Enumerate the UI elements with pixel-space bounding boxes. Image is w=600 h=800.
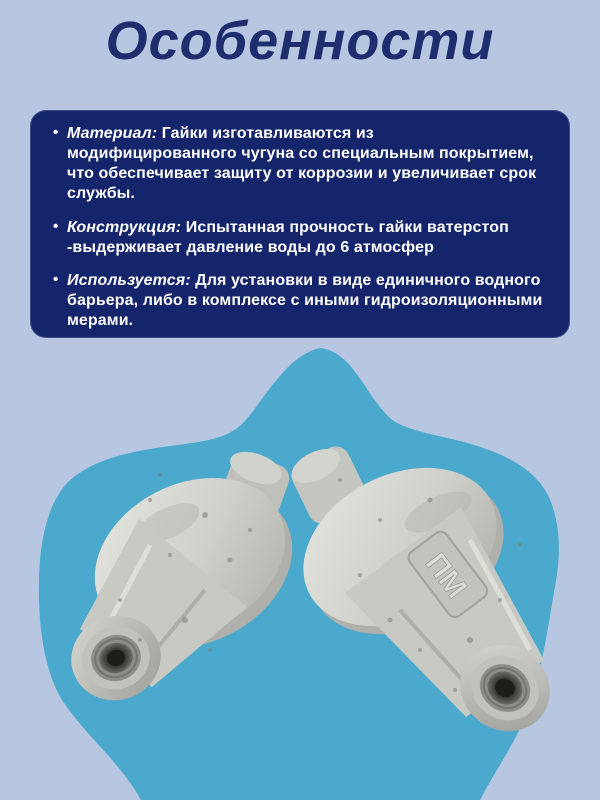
marking-text: ПМ <box>418 547 473 605</box>
feature-text: Испытанная прочность гайки ватерстоп -выдерживает давление воды до 6 атмосфер <box>67 218 509 256</box>
feature-item-material <box>53 124 547 205</box>
feature-lead: Используется: <box>67 271 191 289</box>
feature-lead: Материал: <box>67 125 158 142</box>
bullet-dot-icon: • <box>53 217 59 235</box>
bullet-dot-icon: • <box>53 124 59 141</box>
page-title: Особенности <box>105 11 495 71</box>
feature-text: Для установки в виде единичного водного барьера, либо в комплексе с иными гидроизоляционными мерами. <box>67 271 543 330</box>
features-panel <box>30 110 570 338</box>
features-list <box>53 124 547 331</box>
feature-item-usage <box>53 271 547 331</box>
feature-lead: Конструкция: <box>67 218 182 236</box>
bullet-dot-icon: • <box>53 270 59 288</box>
feature-item-construction <box>53 218 547 258</box>
feature-text: Гайки изготавливаются из модифицированного чугуна со специальным покрытием, что обеспечивает защиту от коррозии и увеличивает срок службы. <box>67 125 537 203</box>
